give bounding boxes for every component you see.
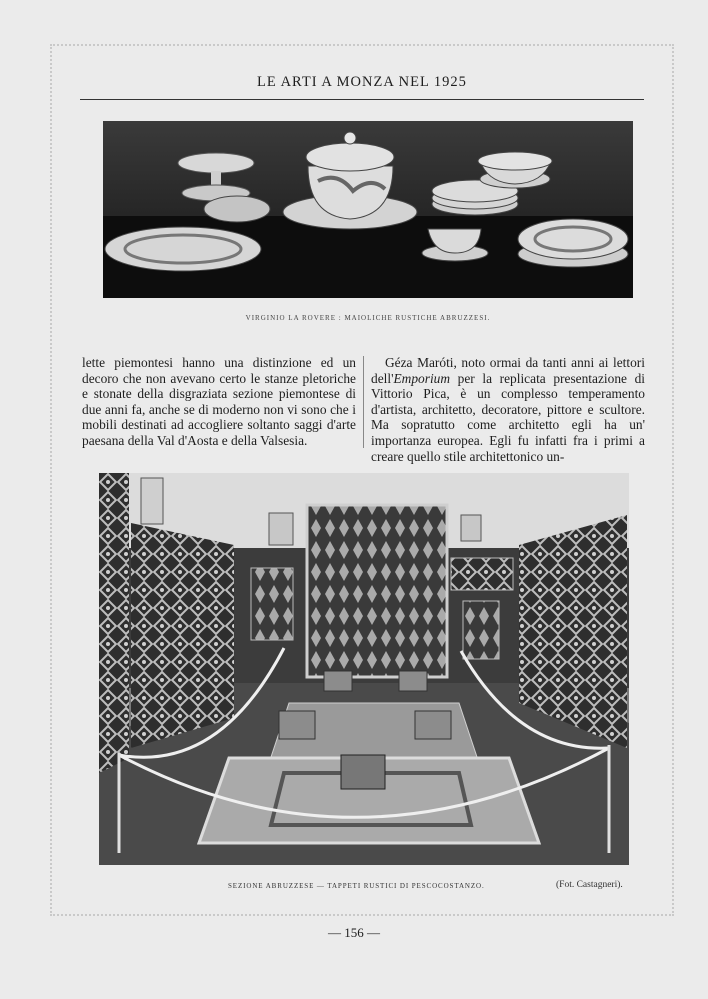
right-text-part1: Géza Maróti, noto ormai da tanti anni ai lettori dell'	[371, 355, 645, 386]
photo-credit: (Fot. Castagneri).	[556, 880, 623, 890]
text-column-left	[82, 355, 356, 449]
header-rule	[80, 99, 644, 100]
left-column-paragraph: lette piemontesi hanno una distinzione ed un decoro che non avevano certo le stanze pletoriche e stonate della disgraziata sezione piemontese di due anni fa, anche se di moderno non vi sono che i mobili destinati ad accogliere soltanto saggi d'arte paesana della Val d'Aosta e della Valsesia.	[82, 355, 356, 448]
right-column-paragraph	[371, 355, 645, 464]
column-divider	[363, 356, 364, 448]
figure2-caption: SEZIONE ABRUZZESE — TAPPETI RUSTICI DI PESCOCOSTANZO.	[228, 882, 485, 890]
right-text-part2: per la replicata presentazione di Vittorio Pica, è un complesso temperamento d'artista, architetto, decoratore, pittore e scultore. Ma sopratutto come architetto egli ha un' importanza europea. Egli fu infatti fra i primi a creare quello stile architettonico un-	[371, 370, 645, 464]
figure1-caption: VIRGINIO LA ROVERE : MAIOLICHE RUSTICHE ABRUZZESI.	[245, 314, 491, 322]
photo-majolica-tableware	[103, 121, 633, 298]
emporium-title: Emporium	[393, 370, 451, 386]
page-number: — 156 —	[328, 925, 380, 940]
photo-abruzzese-carpets	[99, 473, 629, 865]
majolica-illustration	[103, 121, 633, 298]
running-header: LE ARTI A MONZA NEL 1925	[257, 74, 467, 90]
text-column-right	[371, 355, 645, 464]
carpet-room-illustration	[99, 473, 629, 865]
